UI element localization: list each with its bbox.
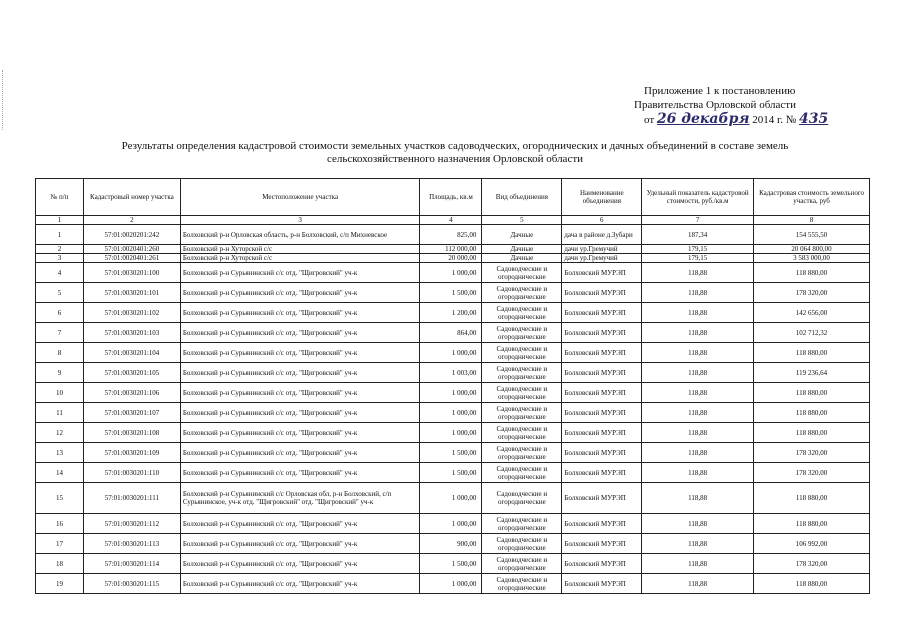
- area-cell: 1 000,00: [420, 383, 482, 403]
- cadastral-cost-cell: 118 880,00: [754, 383, 870, 403]
- association-type-cell: Садоводческие и огороднические: [482, 303, 562, 323]
- cadastral-number-cell: 57:01:0030201:103: [83, 323, 180, 343]
- area-cell: 1 200,00: [420, 303, 482, 323]
- row-number-cell: 10: [36, 383, 84, 403]
- association-name-cell: Болховский МУРЭП: [562, 303, 642, 323]
- cadastral-cost-cell: 118 880,00: [754, 574, 870, 594]
- col-index: 1: [36, 216, 84, 225]
- association-name-cell: Болховский МУРЭП: [562, 363, 642, 383]
- association-type-cell: Садоводческие и огороднические: [482, 323, 562, 343]
- cadastral-cost-cell: 118 880,00: [754, 423, 870, 443]
- association-type-cell: Садоводческие и огороднические: [482, 514, 562, 534]
- col-header: Наименование объединения: [562, 179, 642, 216]
- association-name-cell: дачи ур.Гремучий: [562, 245, 642, 254]
- location-cell: Болховский р-н Орловская область, р-н Болховский, с/п Михневское: [180, 225, 420, 245]
- from-label: от: [644, 114, 655, 126]
- association-type-cell: Дачные: [482, 245, 562, 254]
- association-type-cell: Садоводческие и огороднические: [482, 283, 562, 303]
- cadastral-cost-cell: 178 320,00: [754, 283, 870, 303]
- unit-value-cell: 118,88: [642, 403, 754, 423]
- location-cell: Болховский р-н Сурьянинский с/с отд. "Щигровский" уч-к: [180, 323, 420, 343]
- document-title: [110, 140, 800, 166]
- table-row: [36, 534, 870, 554]
- association-name-cell: Болховский МУРЭП: [562, 323, 642, 343]
- association-type-cell: Садоводческие и огороднические: [482, 534, 562, 554]
- area-cell: 1 000,00: [420, 483, 482, 514]
- association-name-cell: Болховский МУРЭП: [562, 554, 642, 574]
- cadastral-number-cell: 57:01:0030201:102: [83, 303, 180, 323]
- unit-value-cell: 118,88: [642, 574, 754, 594]
- table-row: [36, 263, 870, 283]
- area-cell: 1 000,00: [420, 343, 482, 363]
- unit-value-cell: 118,88: [642, 483, 754, 514]
- table-row: [36, 303, 870, 323]
- association-name-cell: Болховский МУРЭП: [562, 443, 642, 463]
- association-type-cell: Садоводческие и огороднические: [482, 574, 562, 594]
- association-name-cell: Болховский МУРЭП: [562, 463, 642, 483]
- association-type-cell: Садоводческие и огороднические: [482, 463, 562, 483]
- table-row: [36, 554, 870, 574]
- table-row: [36, 343, 870, 363]
- cadastral-number-cell: 57:01:0030201:113: [83, 534, 180, 554]
- cadastral-cost-cell: 3 583 000,00: [754, 254, 870, 263]
- row-number-cell: 7: [36, 323, 84, 343]
- year-label: 2014 г. №: [752, 114, 797, 126]
- cadastral-number-cell: 57:01:0030201:109: [83, 443, 180, 463]
- row-number-cell: 8: [36, 343, 84, 363]
- table-row: [36, 383, 870, 403]
- date-number-line: [620, 112, 880, 127]
- association-name-cell: Болховский МУРЭП: [562, 423, 642, 443]
- row-number-cell: 15: [36, 483, 84, 514]
- cadastral-cost-cell: 118 880,00: [754, 403, 870, 423]
- location-cell: Болховский р-н Сурьянинский с/с отд. "Щигровский" уч-к: [180, 263, 420, 283]
- row-number-cell: 13: [36, 443, 84, 463]
- unit-value-cell: 187,34: [642, 225, 754, 245]
- row-number-cell: 2: [36, 245, 84, 254]
- area-cell: 1 000,00: [420, 423, 482, 443]
- row-number-cell: 12: [36, 423, 84, 443]
- col-header: Площадь, кв.м: [420, 179, 482, 216]
- cadastral-cost-cell: 20 064 800,00: [754, 245, 870, 254]
- row-number-cell: 1: [36, 225, 84, 245]
- table-row: [36, 283, 870, 303]
- cadastral-number-cell: 57:01:0030201:105: [83, 363, 180, 383]
- cadastral-cost-cell: 106 992,00: [754, 534, 870, 554]
- cadastral-number-cell: 57:01:0030201:112: [83, 514, 180, 534]
- area-cell: 1 000,00: [420, 574, 482, 594]
- cadastral-cost-cell: 118 880,00: [754, 343, 870, 363]
- header-row: [36, 179, 870, 216]
- unit-value-cell: 118,88: [642, 514, 754, 534]
- association-type-cell: Садоводческие и огороднические: [482, 423, 562, 443]
- appendix-header: [620, 84, 880, 127]
- col-index: 4: [420, 216, 482, 225]
- cadastral-number-cell: 57:01:0030201:101: [83, 283, 180, 303]
- cadastral-number-cell: 57:01:0030201:115: [83, 574, 180, 594]
- area-cell: 825,00: [420, 225, 482, 245]
- area-cell: 1 003,00: [420, 363, 482, 383]
- title-line-2: сельскохозяйственного назначения Орловской области: [326, 153, 584, 165]
- cadastral-cost-cell: 178 320,00: [754, 463, 870, 483]
- cadastral-cost-cell: 119 236,64: [754, 363, 870, 383]
- unit-value-cell: 118,88: [642, 423, 754, 443]
- cadastral-number-cell: 57:01:0030201:104: [83, 343, 180, 363]
- location-cell: Болховский р-н Сурьянинский с/с отд. "Щигровский" уч-к: [180, 423, 420, 443]
- cadastral-number-cell: 57:01:0030201:110: [83, 463, 180, 483]
- association-name-cell: дачи ур.Гремучий: [562, 254, 642, 263]
- area-cell: 1 500,00: [420, 283, 482, 303]
- cadastral-number-cell: 57:01:0030201:108: [83, 423, 180, 443]
- col-header: Местоположение участка: [180, 179, 420, 216]
- cadastral-value-table: [35, 178, 870, 594]
- location-cell: Болховский р-н Сурьянинский с/с отд. "Щигровский" уч-к: [180, 534, 420, 554]
- government-line: Правительства Орловской области: [634, 99, 796, 111]
- unit-value-cell: 118,88: [642, 363, 754, 383]
- col-header: Вид объединения: [482, 179, 562, 216]
- table-row: [36, 423, 870, 443]
- row-number-cell: 5: [36, 283, 84, 303]
- cadastral-cost-cell: 142 656,00: [754, 303, 870, 323]
- cadastral-cost-cell: 154 555,50: [754, 225, 870, 245]
- table-row: [36, 483, 870, 514]
- association-type-cell: Дачные: [482, 254, 562, 263]
- association-name-cell: Болховский МУРЭП: [562, 483, 642, 514]
- location-cell: Болховский р-н Сурьянинский с/с отд. "Щигровский" уч-к: [180, 403, 420, 423]
- table-row: [36, 245, 870, 254]
- location-cell: Болховский р-н Сурьянинский с/с отд. "Щигровский" уч-к: [180, 554, 420, 574]
- cadastral-cost-cell: 178 320,00: [754, 443, 870, 463]
- location-cell: Болховский р-н Сурьянинский с/с отд. "Щигровский" уч-к: [180, 283, 420, 303]
- row-number-cell: 16: [36, 514, 84, 534]
- area-cell: 1 500,00: [420, 443, 482, 463]
- cadastral-cost-cell: 118 880,00: [754, 514, 870, 534]
- cadastral-number-cell: 57:01:0030201:100: [83, 263, 180, 283]
- table-row: [36, 443, 870, 463]
- area-cell: 1 500,00: [420, 554, 482, 574]
- col-header: № п/п: [36, 179, 84, 216]
- association-name-cell: Болховский МУРЭП: [562, 534, 642, 554]
- row-number-cell: 6: [36, 303, 84, 323]
- col-index: 7: [642, 216, 754, 225]
- col-index: 8: [754, 216, 870, 225]
- association-type-cell: Садоводческие и огороднические: [482, 343, 562, 363]
- table-row: [36, 363, 870, 383]
- table-row: [36, 514, 870, 534]
- row-number-cell: 18: [36, 554, 84, 574]
- col-index: 5: [482, 216, 562, 225]
- unit-value-cell: 118,88: [642, 283, 754, 303]
- location-cell: Болховский р-н Сурьянинский с/с отд. "Щигровский" уч-к: [180, 443, 420, 463]
- row-number-cell: 9: [36, 363, 84, 383]
- col-header: Удельный показатель кадастровой стоимости, руб./кв.м: [642, 179, 754, 216]
- row-number-cell: 14: [36, 463, 84, 483]
- row-number-cell: 19: [36, 574, 84, 594]
- association-name-cell: Болховский МУРЭП: [562, 403, 642, 423]
- cadastral-cost-cell: 118 880,00: [754, 263, 870, 283]
- table-row: [36, 574, 870, 594]
- cadastral-number-cell: 57:01:0020401:261: [83, 254, 180, 263]
- cadastral-number-cell: 57:01:0030201:114: [83, 554, 180, 574]
- table-row: [36, 323, 870, 343]
- area-cell: 20 000,00: [420, 254, 482, 263]
- table-row: [36, 254, 870, 263]
- association-type-cell: Садоводческие и огороднические: [482, 383, 562, 403]
- table-row: [36, 225, 870, 245]
- unit-value-cell: 179,15: [642, 254, 754, 263]
- cadastral-number-cell: 57:01:0030201:107: [83, 403, 180, 423]
- location-cell: Болховский р-н Сурьянинский с/с отд. "Щигровский" уч-к: [180, 463, 420, 483]
- association-name-cell: Болховский МУРЭП: [562, 283, 642, 303]
- cadastral-number-cell: 57:01:0020401:260: [83, 245, 180, 254]
- association-name-cell: Болховский МУРЭП: [562, 574, 642, 594]
- handwritten-date: 26 декабря: [656, 111, 750, 127]
- col-index: 6: [562, 216, 642, 225]
- association-name-cell: Болховский МУРЭП: [562, 514, 642, 534]
- location-cell: Болховский р-н Сурьянинский с/с отд. "Щигровский" уч-к: [180, 574, 420, 594]
- location-cell: Болховский р-н Сурьянинский с/с отд. "Щигровский" уч-к: [180, 363, 420, 383]
- cadastral-number-cell: 57:01:0030201:106: [83, 383, 180, 403]
- association-name-cell: Болховский МУРЭП: [562, 263, 642, 283]
- association-type-cell: Садоводческие и огороднические: [482, 483, 562, 514]
- association-type-cell: Садоводческие и огороднические: [482, 263, 562, 283]
- unit-value-cell: 118,88: [642, 554, 754, 574]
- title-line-1: Результаты определения кадастровой стоимости земельных участков садоводческих, огороднических и дачных объединений в составе земель: [121, 140, 789, 152]
- association-name-cell: дача в районе д.Зубари: [562, 225, 642, 245]
- col-header: Кадастровый номер участка: [83, 179, 180, 216]
- cadastral-cost-cell: 178 320,00: [754, 554, 870, 574]
- unit-value-cell: 179,15: [642, 245, 754, 254]
- col-header: Кадастровая стоимость земельного участка, руб: [754, 179, 870, 216]
- association-name-cell: Болховский МУРЭП: [562, 383, 642, 403]
- location-cell: Болховский р-н Сурьянинский с/с отд. "Щигровский" уч-к: [180, 514, 420, 534]
- location-cell: Болховский р-н Сурьянинский с/с отд. "Щигровский" уч-к: [180, 303, 420, 323]
- col-index: 3: [180, 216, 420, 225]
- area-cell: 1 000,00: [420, 514, 482, 534]
- unit-value-cell: 118,88: [642, 323, 754, 343]
- cadastral-cost-cell: 102 712,32: [754, 323, 870, 343]
- location-cell: Болховский р-н Сурьянинский с/с Орловская обл, р-н Болховский, с/п Сурьянинское, уч-к отд. "Щигровский" отд. "Щигровский" уч-к: [180, 483, 420, 514]
- association-name-cell: Болховский МУРЭП: [562, 343, 642, 363]
- unit-value-cell: 118,88: [642, 303, 754, 323]
- scan-margin-mark: [2, 70, 7, 130]
- row-number-cell: 3: [36, 254, 84, 263]
- column-index-row: [36, 216, 870, 225]
- unit-value-cell: 118,88: [642, 263, 754, 283]
- unit-value-cell: 118,88: [642, 443, 754, 463]
- location-cell: Болховский р-н Сурьянинский с/с отд. "Щигровский" уч-к: [180, 343, 420, 363]
- unit-value-cell: 118,88: [642, 534, 754, 554]
- area-cell: 864,00: [420, 323, 482, 343]
- cadastral-cost-cell: 118 880,00: [754, 483, 870, 514]
- cadastral-number-cell: 57:01:0030201:111: [83, 483, 180, 514]
- col-index: 2: [83, 216, 180, 225]
- row-number-cell: 11: [36, 403, 84, 423]
- table-body: [36, 225, 870, 594]
- cadastral-number-cell: 57:01:0020201:242: [83, 225, 180, 245]
- location-cell: Болховский р-н Хуторской с/с: [180, 245, 420, 254]
- association-type-cell: Садоводческие и огороднические: [482, 363, 562, 383]
- unit-value-cell: 118,88: [642, 383, 754, 403]
- handwritten-number: 435: [799, 111, 829, 127]
- area-cell: 112 000,00: [420, 245, 482, 254]
- area-cell: 1 000,00: [420, 403, 482, 423]
- area-cell: 1 500,00: [420, 463, 482, 483]
- area-cell: 900,00: [420, 534, 482, 554]
- association-type-cell: Садоводческие и огороднические: [482, 554, 562, 574]
- table-row: [36, 403, 870, 423]
- association-type-cell: Садоводческие и огороднические: [482, 403, 562, 423]
- association-type-cell: Дачные: [482, 225, 562, 245]
- table-row: [36, 463, 870, 483]
- unit-value-cell: 118,88: [642, 463, 754, 483]
- unit-value-cell: 118,88: [642, 343, 754, 363]
- area-cell: 1 000,00: [420, 263, 482, 283]
- row-number-cell: 4: [36, 263, 84, 283]
- location-cell: Болховский р-н Хуторской с/с: [180, 254, 420, 263]
- location-cell: Болховский р-н Сурьянинский с/с отд. "Щигровский" уч-к: [180, 383, 420, 403]
- association-type-cell: Садоводческие и огороднические: [482, 443, 562, 463]
- row-number-cell: 17: [36, 534, 84, 554]
- appendix-line: Приложение 1 к постановлению: [644, 85, 796, 97]
